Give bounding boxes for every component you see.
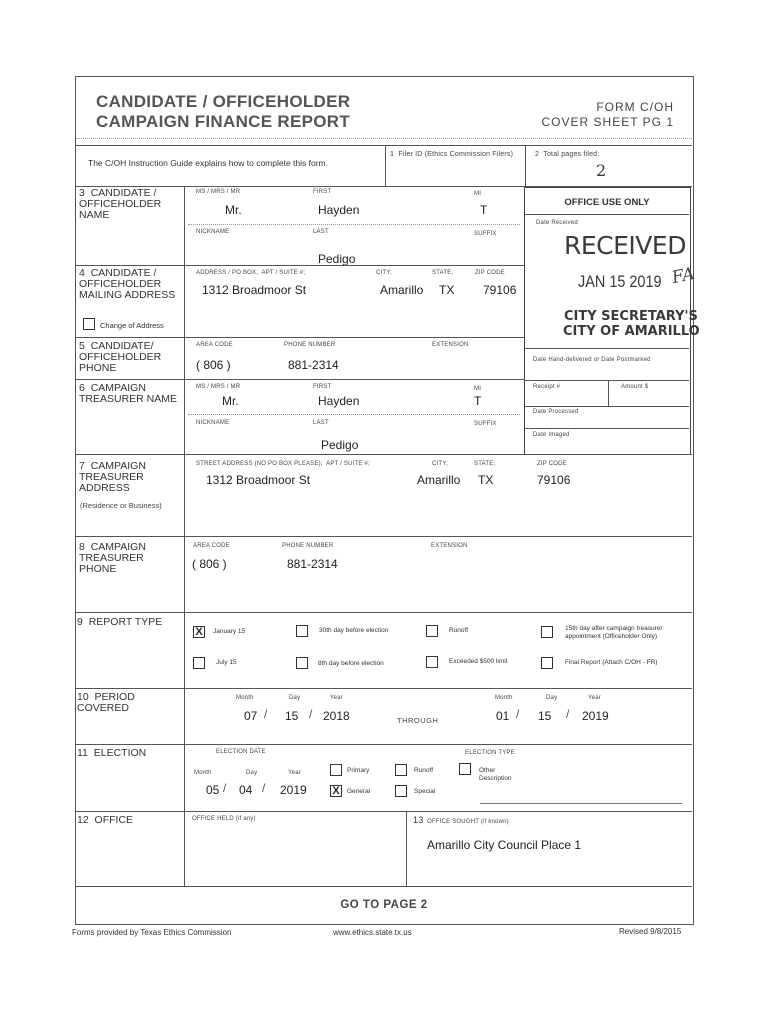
- election-primary-checkbox[interactable]: [330, 764, 342, 776]
- s4-state-label: STATE;: [432, 270, 454, 276]
- s10-from-year-label: Year: [330, 695, 343, 701]
- office-use-title: OFFICE USE ONLY: [564, 197, 650, 208]
- section-9-label: 9 REPORT TYPE: [77, 616, 163, 628]
- section-6-label: 6 CAMPAIGN TREASURER NAME: [79, 382, 178, 405]
- s6-prefix-field[interactable]: Mr.: [222, 394, 239, 408]
- s4-address-label: ADDRESS / PO BOX;: [196, 270, 259, 276]
- s7-street-label: STREET ADDRESS (NO PO BOX PLEASE);: [196, 461, 323, 467]
- s10-from-month-label: Month: [236, 695, 254, 701]
- s5-phone-label: PHONE NUMBER: [284, 342, 336, 348]
- s11-year-field[interactable]: 2019: [280, 783, 307, 797]
- section-5-label: 5 CANDIDATE/ OFFICEHOLDER PHONE: [79, 340, 162, 374]
- initials-signature: FA: [670, 263, 697, 289]
- s3-mi-field[interactable]: T: [480, 203, 488, 217]
- s3-prefix-field[interactable]: Mr.: [225, 203, 242, 217]
- s5-area-field[interactable]: ( 806 ): [196, 358, 231, 372]
- date-received-label: Date Received: [536, 220, 578, 226]
- form-number: FORM C/OH: [596, 100, 674, 114]
- section-10-label: 10 PERIOD COVERED: [77, 691, 135, 714]
- s11-day-label: Day: [246, 770, 258, 776]
- section-8-label: 8 CAMPAIGN TREASURER PHONE: [79, 541, 146, 575]
- s10-to-day-field[interactable]: 15: [538, 709, 552, 723]
- received-date-stamp: JAN 15 2019: [578, 272, 662, 291]
- pages-num: 2: [535, 151, 540, 158]
- section-13-num: 13: [413, 815, 424, 825]
- s5-ext-label: EXTENSION: [432, 342, 469, 348]
- section-12-label: 12 OFFICE: [77, 814, 134, 826]
- imaged-label: Date Imaged: [533, 432, 570, 438]
- report-type-8th-checkbox[interactable]: [296, 657, 308, 669]
- report-type-final-label: Final Report (Attach C/OH - FR): [565, 659, 658, 666]
- election-general-checkbox[interactable]: X: [330, 785, 342, 797]
- s6-first-field[interactable]: Hayden: [318, 394, 360, 408]
- s10-to-year-label: Year: [588, 695, 601, 701]
- election-special-label: Special: [414, 788, 436, 795]
- form-subtitle: COVER SHEET PG 1: [541, 115, 674, 129]
- s11-month-field[interactable]: 05: [206, 783, 220, 797]
- s10-from-day-field[interactable]: 15: [285, 709, 299, 723]
- s10-to-month-field[interactable]: 01: [496, 709, 510, 723]
- s3-last-label: LAST: [313, 229, 329, 235]
- s6-ms-label: MS / MRS / MR: [196, 384, 241, 390]
- stamp-office-line1: CITY SECRETARY'S: [564, 309, 698, 324]
- report-type-jan15-checkbox[interactable]: X: [193, 626, 205, 638]
- s4-zip-label: ZIP CODE: [475, 270, 505, 276]
- s10-to-month-label: Month: [495, 695, 513, 701]
- s8-area-label: AREA CODE: [193, 543, 230, 549]
- s5-phone-field[interactable]: 881-2314: [288, 358, 339, 372]
- s7-state-field[interactable]: TX: [478, 473, 494, 487]
- form-id: [542, 100, 674, 130]
- s3-first-field[interactable]: Hayden: [318, 203, 360, 217]
- s11-type-label: ELECTION TYPE: [465, 750, 515, 756]
- s5-area-label: AREA CODE: [196, 342, 233, 348]
- s10-to-year-field[interactable]: 2019: [582, 709, 609, 723]
- s6-last-label: LAST: [313, 420, 329, 426]
- s11-day-field[interactable]: 04: [239, 783, 253, 797]
- s4-city-field[interactable]: Amarillo: [380, 283, 424, 297]
- section-4-label: 4 CANDIDATE / OFFICEHOLDER MAILING ADDRESS: [79, 267, 176, 301]
- filer-id-label: Filer ID (Ethics Commission Filers): [398, 151, 514, 158]
- s7-state-label: STATE;: [474, 461, 496, 467]
- s8-ext-label: EXTENSION: [431, 543, 468, 549]
- report-type-jul15-checkbox[interactable]: [193, 657, 205, 669]
- s10-from-day-label: Day: [289, 695, 301, 701]
- report-type-final-checkbox[interactable]: [541, 657, 553, 669]
- filer-id-num: 1: [390, 151, 395, 158]
- s3-suffix-label: SUFFIX: [474, 231, 497, 237]
- section-7-label: 7 CAMPAIGN TREASURER ADDRESS: [79, 460, 146, 494]
- s8-area-field[interactable]: ( 806 ): [192, 557, 227, 571]
- office-sought-label: OFFICE SOUGHT (if known): [427, 819, 509, 825]
- report-type-runoff-label: Runoff: [449, 627, 469, 634]
- go-to-page-2: GO TO PAGE 2: [340, 899, 428, 911]
- form-title-line2: CAMPAIGN FINANCE REPORT: [96, 112, 351, 131]
- s10-to-day-label: Day: [546, 695, 558, 701]
- s7-zip-label: ZIP CODE: [537, 461, 567, 467]
- election-other-checkbox[interactable]: [459, 763, 471, 775]
- report-type-15th-checkbox[interactable]: [541, 626, 553, 638]
- s4-state-field[interactable]: TX: [439, 283, 455, 297]
- stamp-office-line2: CITY OF AMARILLO: [563, 324, 700, 339]
- section-11-label: 11 ELECTION: [77, 747, 147, 759]
- s6-mi-field[interactable]: T: [474, 394, 482, 408]
- footer-url[interactable]: www.ethics.state.tx.us: [333, 928, 412, 937]
- s4-city-label: CITY;: [376, 270, 392, 276]
- s7-zip-field[interactable]: 79106: [537, 473, 571, 487]
- office-sought-field[interactable]: Amarillo City Council Place 1: [427, 838, 582, 852]
- s3-last-field[interactable]: Pedigo: [318, 252, 356, 266]
- s4-address-field[interactable]: 1312 Broadmoor St: [202, 283, 307, 297]
- amount-label: Amount $: [621, 384, 649, 390]
- election-general-label: General: [347, 788, 371, 795]
- election-other-label: Other Description: [479, 767, 512, 782]
- form-title: [96, 92, 350, 132]
- report-type-exceeded-label: Exceeded $500 limit: [449, 658, 508, 665]
- report-type-exceeded-checkbox[interactable]: [426, 656, 438, 668]
- footer-revised: Revised 9/8/2015: [619, 927, 682, 936]
- form-title-line1: CANDIDATE / OFFICEHOLDER: [96, 92, 351, 111]
- processed-label: Date Processed: [533, 409, 579, 415]
- footer-provided: Forms provided by Texas Ethics Commission: [72, 928, 232, 937]
- election-runoff-label: Runoff: [414, 767, 434, 774]
- s6-nick-label: NICKNAME: [196, 420, 230, 426]
- s11-year-label: Year: [288, 770, 301, 776]
- other-description-line: [480, 803, 682, 804]
- s8-phone-label: PHONE NUMBER: [282, 543, 334, 549]
- s7-city-label: CITY;: [432, 461, 448, 467]
- report-type-8th-label: 8th day before election: [318, 660, 384, 667]
- hand-delivered-label: Date Hand-delivered or Date Postmarked: [533, 357, 651, 363]
- s6-mi-label: MI: [474, 386, 482, 392]
- report-type-jan15-label: January 15: [213, 628, 246, 635]
- received-stamp: RECEIVED: [564, 231, 686, 260]
- change-of-address-checkbox[interactable]: [83, 318, 95, 330]
- s4-apt-label: APT / SUITE #;: [261, 270, 306, 276]
- office-held-label: OFFICE HELD (if any): [192, 816, 256, 822]
- report-type-30th-label: 30th day before election: [319, 627, 389, 634]
- s7-sub-label: (Residence or Business): [80, 501, 162, 510]
- s7-apt-label: APT / SUITE #;: [326, 461, 370, 467]
- section-3-label: 3 CANDIDATE / OFFICEHOLDER NAME: [79, 187, 162, 221]
- s3-nick-label: NICKNAME: [196, 229, 230, 235]
- report-type-runoff-checkbox[interactable]: [426, 625, 438, 637]
- receipt-label: Receipt #: [533, 384, 561, 390]
- s6-first-label: FIRST: [313, 384, 332, 390]
- s4-zip-field[interactable]: 79106: [483, 283, 517, 297]
- through-label: THROUGH: [397, 716, 439, 725]
- s3-first-label: FIRST: [313, 189, 332, 195]
- s6-last-field[interactable]: Pedigo: [321, 438, 359, 452]
- report-type-jul15-label: July 15: [216, 659, 237, 666]
- s8-phone-field[interactable]: 881-2314: [287, 557, 338, 571]
- s11-date-label: ELECTION DATE: [216, 749, 266, 755]
- s7-city-field[interactable]: Amarillo: [417, 473, 461, 487]
- s10-from-year-field[interactable]: 2018: [323, 709, 350, 723]
- change-of-address-label: Change of Address: [100, 321, 164, 330]
- s3-mi-label: MI: [474, 191, 482, 197]
- election-special-checkbox[interactable]: [395, 785, 407, 797]
- s6-suffix-label: SUFFIX: [474, 421, 497, 427]
- report-type-30th-checkbox[interactable]: [296, 625, 308, 637]
- report-type-15th-label: 15th day after campaign treasurer appointment (Officeholder Only): [565, 625, 663, 640]
- pages-value[interactable]: 2: [596, 161, 607, 180]
- s11-month-label: Month: [194, 770, 212, 776]
- s10-from-month-field[interactable]: 07: [244, 709, 258, 723]
- s7-address-field[interactable]: 1312 Broadmoor St: [206, 473, 311, 487]
- instruction-text: The C/OH Instruction Guide explains how to complete this form.: [88, 158, 328, 168]
- s3-ms-label: MS / MRS / MR: [196, 189, 241, 195]
- pages-label: Total pages filed:: [543, 151, 600, 158]
- election-runoff-checkbox[interactable]: [395, 764, 407, 776]
- election-primary-label: Primary: [347, 767, 370, 774]
